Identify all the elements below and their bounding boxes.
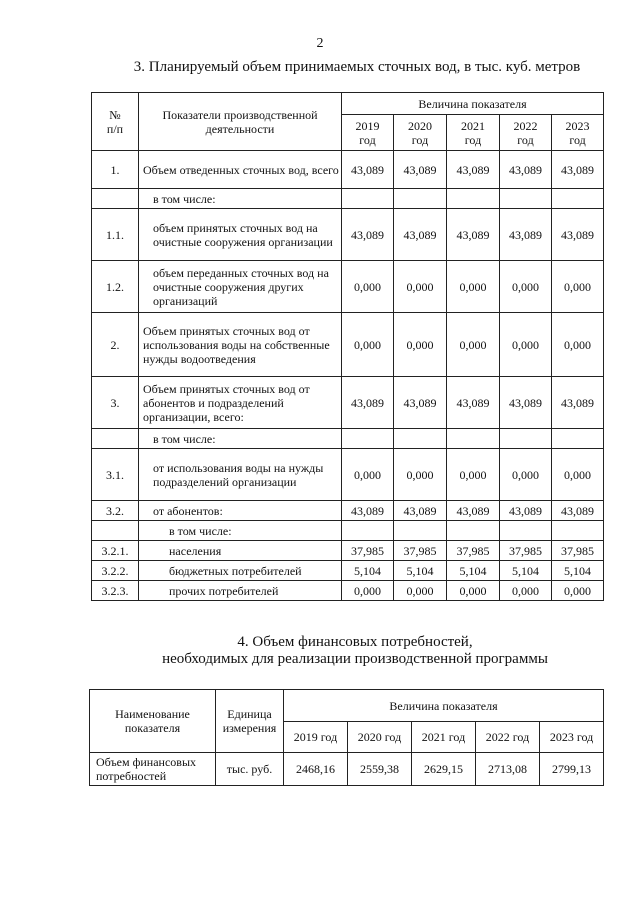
section-4-title-line-1: 4. Объем финансовых потребностей,	[237, 634, 473, 650]
table-row	[92, 377, 604, 429]
row-value: 43,089	[342, 151, 394, 189]
header-value-group: Величина показателя	[284, 690, 604, 722]
row-value: 2799,13	[540, 753, 604, 786]
row-value: 43,089	[552, 151, 604, 189]
row-value: 37,985	[500, 541, 552, 561]
row-value	[342, 521, 394, 541]
header-unit: Единица измерения	[216, 690, 284, 753]
row-value: 43,089	[394, 151, 447, 189]
table-row	[92, 449, 604, 501]
header-name: Наименование показателя	[90, 690, 216, 753]
row-value	[394, 189, 447, 209]
row-name: Объем принятых сточных вод от абонентов и подразделений организации, всего:	[139, 377, 342, 429]
row-value: 0,000	[552, 313, 604, 377]
row-value: 2713,08	[476, 753, 540, 786]
row-value	[552, 521, 604, 541]
row-value	[552, 189, 604, 209]
table-row	[92, 561, 604, 581]
row-num: 1.	[92, 151, 139, 189]
row-value	[342, 189, 394, 209]
row-value: 0,000	[447, 581, 500, 601]
row-name: Объем отведенных сточных вод, всего	[139, 151, 342, 189]
row-value: 37,985	[342, 541, 394, 561]
section-4-title	[0, 634, 640, 668]
header-year: 2021 год	[447, 115, 500, 151]
row-value: 0,000	[394, 313, 447, 377]
header-year: 2023 год	[552, 115, 604, 151]
header-num: № п/п	[92, 93, 139, 151]
row-value	[500, 429, 552, 449]
row-value: 2629,15	[412, 753, 476, 786]
row-value: 43,089	[394, 209, 447, 261]
table-row	[90, 753, 604, 786]
row-value: 5,104	[394, 561, 447, 581]
wastewater-volume-table	[91, 92, 604, 601]
row-value: 43,089	[552, 209, 604, 261]
row-value: 43,089	[552, 377, 604, 429]
row-value: 0,000	[500, 313, 552, 377]
row-value: 43,089	[447, 501, 500, 521]
row-name: в том числе:	[139, 189, 342, 209]
row-value: 43,089	[500, 209, 552, 261]
row-value: 5,104	[447, 561, 500, 581]
row-value: 43,089	[394, 377, 447, 429]
row-name: объем принятых сточных вод на очистные сооружения организации	[139, 209, 342, 261]
row-num: 3.1.	[92, 449, 139, 501]
row-value: 0,000	[447, 313, 500, 377]
table-row	[92, 541, 604, 561]
header-indicator: Показатели производственной деятельности	[139, 93, 342, 151]
row-value: 2559,38	[348, 753, 412, 786]
row-value: 43,089	[447, 151, 500, 189]
row-name: в том числе:	[139, 521, 342, 541]
header-value-group: Величина показателя	[342, 93, 604, 115]
row-value: 43,089	[342, 377, 394, 429]
row-value: 43,089	[500, 151, 552, 189]
row-num: 3.2.1.	[92, 541, 139, 561]
header-year: 2021 год	[412, 722, 476, 753]
row-name: Объем принятых сточных вод от использования воды на собственные нужды водоотведения	[139, 313, 342, 377]
row-value: 0,000	[552, 581, 604, 601]
table-row	[92, 189, 604, 209]
row-value: 5,104	[500, 561, 552, 581]
row-value: 0,000	[552, 449, 604, 501]
row-num	[92, 521, 139, 541]
row-num: 1.1.	[92, 209, 139, 261]
row-value: 5,104	[552, 561, 604, 581]
header-year: 2019 год	[342, 115, 394, 151]
table-row	[92, 151, 604, 189]
row-num: 3.2.3.	[92, 581, 139, 601]
table-row	[92, 429, 604, 449]
row-name: населения	[139, 541, 342, 561]
row-value: 0,000	[342, 261, 394, 313]
row-num: 3.2.2.	[92, 561, 139, 581]
row-name: от абонентов:	[139, 501, 342, 521]
header-year: 2020 год	[394, 115, 447, 151]
header-year: 2023 год	[540, 722, 604, 753]
row-value: 0,000	[342, 449, 394, 501]
row-name: объем переданных сточных вод на очистные сооружения других организаций	[139, 261, 342, 313]
header-year: 2020 год	[348, 722, 412, 753]
row-value	[342, 429, 394, 449]
row-value: 0,000	[342, 313, 394, 377]
row-value: 37,985	[394, 541, 447, 561]
table-row	[92, 521, 604, 541]
row-value	[500, 189, 552, 209]
row-value: 0,000	[342, 581, 394, 601]
row-value: 43,089	[447, 377, 500, 429]
row-value: 5,104	[342, 561, 394, 581]
row-unit: тыс. руб.	[216, 753, 284, 786]
row-num: 1.2.	[92, 261, 139, 313]
row-num	[92, 429, 139, 449]
row-name: прочих потребителей	[139, 581, 342, 601]
row-value: 0,000	[394, 449, 447, 501]
section-4-title-line-2: необходимых для реализации производственной программы	[162, 651, 548, 667]
page-number: 2	[316, 36, 324, 51]
table-row	[92, 209, 604, 261]
row-name: Объем финансовых потребностей	[90, 753, 216, 786]
row-value: 0,000	[500, 261, 552, 313]
row-value: 43,089	[342, 501, 394, 521]
table-row	[92, 581, 604, 601]
row-value: 0,000	[394, 581, 447, 601]
row-num	[92, 189, 139, 209]
row-value: 37,985	[447, 541, 500, 561]
row-num: 2.	[92, 313, 139, 377]
row-value: 0,000	[447, 261, 500, 313]
header-year: 2019 год	[284, 722, 348, 753]
row-value	[447, 429, 500, 449]
row-value: 43,089	[447, 209, 500, 261]
row-value	[447, 189, 500, 209]
header-year: 2022 год	[500, 115, 552, 151]
row-value: 43,089	[500, 501, 552, 521]
row-name: в том числе:	[139, 429, 342, 449]
row-value: 0,000	[552, 261, 604, 313]
row-value	[447, 521, 500, 541]
row-value	[500, 521, 552, 541]
financial-needs-table	[89, 689, 604, 786]
row-name: бюджетных потребителей	[139, 561, 342, 581]
row-value: 0,000	[500, 449, 552, 501]
row-value	[394, 521, 447, 541]
row-num: 3.2.	[92, 501, 139, 521]
row-value: 43,089	[552, 501, 604, 521]
row-value: 43,089	[342, 209, 394, 261]
row-value: 2468,16	[284, 753, 348, 786]
row-value: 37,985	[552, 541, 604, 561]
row-value: 0,000	[394, 261, 447, 313]
table-row	[92, 261, 604, 313]
row-value	[552, 429, 604, 449]
row-num: 3.	[92, 377, 139, 429]
table-row	[92, 313, 604, 377]
row-value	[394, 429, 447, 449]
row-value: 0,000	[447, 449, 500, 501]
row-value: 0,000	[500, 581, 552, 601]
header-year: 2022 год	[476, 722, 540, 753]
table-row	[92, 501, 604, 521]
section-3-title: 3. Планируемый объем принимаемых сточных вод, в тыс. куб. метров	[133, 59, 581, 75]
row-name: от использования воды на нужды подразделений организации	[139, 449, 342, 501]
row-value: 43,089	[500, 377, 552, 429]
row-value: 43,089	[394, 501, 447, 521]
